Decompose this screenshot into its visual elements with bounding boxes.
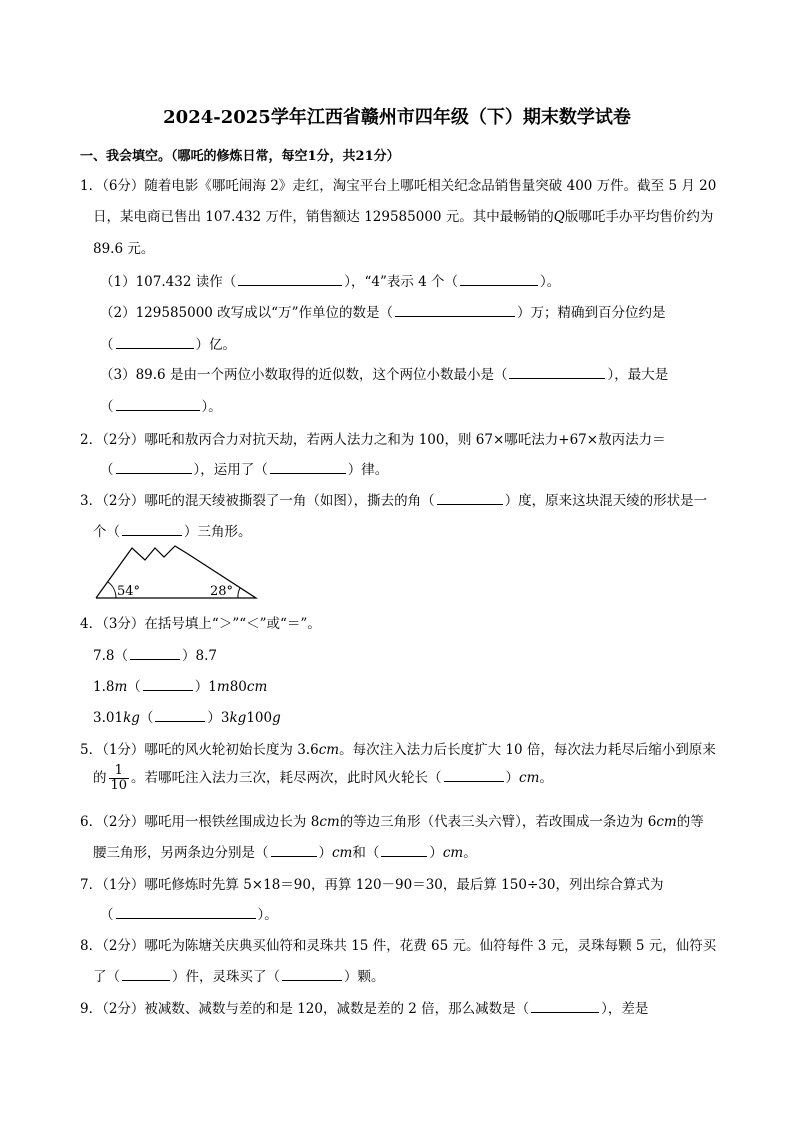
q8-line1: 8．（2分）哪吒为陈塘关庆典买仙符和灵珠共 15 件，花费 65 元。仙符每件 3 元，灵珠每颗 5 元，仙符买 bbox=[80, 938, 717, 954]
q1-p1-text-b: ），“4”表示 4 个（ bbox=[344, 274, 459, 290]
q1-p1-text-c: ）。 bbox=[540, 274, 561, 290]
q2-line2 bbox=[100, 458, 388, 478]
q1-q-letter: Q bbox=[553, 209, 565, 225]
q1-p3-text-c: （ bbox=[100, 399, 114, 415]
q1-p3-text-b: ），最大是 bbox=[607, 367, 669, 383]
q4-row3 bbox=[93, 706, 281, 726]
q4-r3-text-d: 100 bbox=[246, 710, 273, 726]
q4-r2-text-c: ）1 bbox=[194, 679, 217, 695]
section-heading: 一、我会填空。（哪吒的修炼日常，每空1分，共21分） bbox=[80, 149, 400, 164]
q9-text-b: ），差是 bbox=[601, 1001, 649, 1017]
answer-blank[interactable] bbox=[509, 367, 605, 379]
q1-p2-text-d: ）亿。 bbox=[195, 337, 236, 353]
q1-line2 bbox=[93, 205, 713, 225]
answer-blank[interactable] bbox=[238, 274, 342, 286]
q1-p2-text-b: ）万；精确到百分位约是 bbox=[517, 305, 666, 321]
q6-text-d: 腰三角形，另两条边分别是（ bbox=[93, 845, 269, 861]
q9-line1 bbox=[80, 997, 648, 1017]
q3-text-c: 个（ bbox=[93, 524, 120, 540]
answer-blank[interactable] bbox=[122, 969, 170, 981]
answer-blank[interactable] bbox=[381, 845, 427, 857]
fraction bbox=[109, 764, 130, 793]
q2-text-c: ）律。 bbox=[347, 462, 389, 478]
q1-p2-text: （2）129585000 改写成以“万”作单位的数是（ bbox=[100, 305, 393, 321]
q1-line3: 89.6 元。 bbox=[93, 241, 155, 257]
q6-unit-c: cm bbox=[332, 845, 353, 861]
q4-r2-unit-b: m bbox=[216, 679, 230, 695]
q4-r2-unit: m bbox=[114, 679, 128, 695]
q8-text-a: 了（ bbox=[93, 969, 120, 985]
q1-p2-text-c: （ bbox=[100, 337, 114, 353]
q6-line2 bbox=[93, 841, 477, 861]
q6-unit-d: cm bbox=[442, 845, 464, 861]
answer-blank[interactable] bbox=[460, 274, 538, 286]
angle-label-right: 28° bbox=[210, 584, 234, 599]
q7-text-b: ）。 bbox=[257, 907, 278, 923]
answer-blank[interactable] bbox=[271, 845, 317, 857]
q3-text-b: ）度，原来这块混天绫的形状是一 bbox=[504, 493, 708, 509]
answer-blank[interactable] bbox=[531, 1001, 599, 1013]
answer-blank[interactable] bbox=[116, 907, 256, 919]
q2-line1: 2．（2分）哪吒和敖丙合力对抗天劫，若两人法力之和为 100，则 67×哪吒法力+67×敖丙法力＝ bbox=[80, 432, 666, 448]
q5-line2 bbox=[93, 764, 553, 793]
q5-text-e: ） bbox=[505, 770, 520, 786]
q5-line1 bbox=[80, 738, 716, 758]
q1-text: 日，某电商已售出 107.432 万件，销售额达 129585000 元。其中最畅销的 bbox=[93, 209, 554, 225]
q5-text-c: 的 bbox=[93, 770, 107, 786]
q4-r1-text-b: ）8.7 bbox=[181, 648, 217, 664]
q4-r3-unit: kg bbox=[123, 710, 140, 726]
q1-line1: 1．（6分）随着电影《哪吒闹海 2》走红，淘宝平台上哪吒相关纪念品销售量突破 400 万件。截至 5 月 20 bbox=[80, 178, 717, 194]
q2-text-a: （ bbox=[100, 462, 114, 478]
q6-line1 bbox=[80, 810, 704, 830]
q1-part3 bbox=[100, 363, 668, 383]
q1-text-b: 版哪吒手办平均售价约为 bbox=[564, 209, 714, 225]
answer-blank[interactable] bbox=[116, 337, 194, 349]
answer-blank[interactable] bbox=[155, 710, 205, 722]
q6-text-b: 的等边三角形（代表三头六臂），若改围成一条边为 6 bbox=[339, 814, 657, 830]
q1-part1 bbox=[100, 270, 560, 290]
q6-text-c: 的等 bbox=[676, 814, 704, 830]
q2-text-b: ），运用了（ bbox=[193, 462, 268, 478]
q4-r2-unit-c: cm bbox=[246, 679, 268, 695]
q5-unit-b: cm bbox=[519, 770, 540, 786]
q4-r1-text: 7.8（ bbox=[93, 648, 128, 664]
q1-part2 bbox=[100, 301, 666, 321]
q1-part2-cont bbox=[100, 333, 236, 353]
q4-r3-unit-c: g bbox=[272, 710, 281, 726]
q1-p3-text-d: ）。 bbox=[201, 399, 222, 415]
q4-r3-text-c: ）3 bbox=[207, 710, 230, 726]
q7-line1: 7．（1分）哪吒修炼时先算 5×18＝90，再算 120－90＝30，最后算 150÷30，列出综合算式为 bbox=[80, 877, 664, 893]
q6-unit-b: cm bbox=[656, 814, 677, 830]
page-title: 2024-2025学年江西省赣州市四年级（下）期末数学试卷 bbox=[163, 107, 631, 128]
answer-blank[interactable] bbox=[437, 493, 503, 505]
fraction-numerator: 1 bbox=[109, 764, 130, 779]
q5-text-a: 5．（1分）哪吒的风火轮初始长度为 3.6 bbox=[80, 742, 319, 758]
q9-text-a: 9．（2分）被减数、减数与差的和是 120，减数是差的 2 倍，那么减数是（ bbox=[80, 1001, 530, 1017]
q7-text-a: （ bbox=[100, 907, 114, 923]
q4-row2 bbox=[93, 675, 267, 695]
answer-blank[interactable] bbox=[116, 462, 192, 474]
q6-text-e: ） bbox=[318, 845, 332, 861]
q3-line1 bbox=[80, 489, 707, 509]
q4-r2-text-b: （ bbox=[127, 679, 141, 695]
q6-text-a: 6．（2分）哪吒用一根铁丝围成边长为 8 bbox=[80, 814, 320, 830]
answer-blank[interactable] bbox=[270, 462, 346, 474]
q4-r2-text-d: 80 bbox=[229, 679, 247, 695]
q3-text-a: 3．（2分）哪吒的混天绫被撕裂了一角（如图），撕去的角（ bbox=[80, 493, 435, 509]
q5-text-b: 。每次注入法力后长度扩大 10 倍，每次法力耗尽后缩小到原来 bbox=[339, 742, 716, 758]
fraction-denominator: 10 bbox=[110, 778, 128, 793]
q8-line2 bbox=[93, 965, 385, 985]
torn-triangle-figure bbox=[90, 540, 270, 602]
q6-text-g: ） bbox=[429, 845, 443, 861]
q7-line2 bbox=[100, 903, 278, 923]
q4-row1 bbox=[93, 644, 217, 664]
q8-text-c: ）颗。 bbox=[344, 969, 385, 985]
q6-text-f: 和（ bbox=[352, 845, 380, 861]
q1-p1-text: （1）107.432 读作（ bbox=[100, 274, 237, 290]
q3-text-d: ）三角形。 bbox=[184, 524, 252, 540]
answer-blank[interactable] bbox=[143, 679, 193, 691]
q5-unit: cm bbox=[318, 742, 340, 758]
angle-label-left: 54° bbox=[117, 584, 141, 599]
q4-r3-unit-b: kg bbox=[229, 710, 247, 726]
q6-unit: cm bbox=[319, 814, 340, 830]
q4-r3-text-b: （ bbox=[139, 710, 154, 726]
answer-blank[interactable] bbox=[282, 969, 342, 981]
q5-text-f: 。 bbox=[539, 770, 553, 786]
answer-blank[interactable] bbox=[395, 305, 515, 317]
q4-r2-text: 1.8 bbox=[93, 679, 115, 695]
q4-line1: 4．（3分）在括号填上“＞”“＜”或“＝”。 bbox=[80, 616, 321, 632]
q3-line2 bbox=[93, 520, 252, 540]
q1-part3-cont bbox=[100, 395, 222, 415]
answer-blank[interactable] bbox=[122, 524, 182, 536]
q4-r3-text: 3.01 bbox=[93, 710, 124, 726]
answer-blank[interactable] bbox=[130, 648, 180, 660]
answer-blank[interactable] bbox=[116, 399, 200, 411]
q8-text-b: ）件，灵珠买了（ bbox=[172, 969, 280, 985]
answer-blank[interactable] bbox=[444, 770, 504, 782]
q5-text-d: 。若哪吒注入法力三次，耗尽两次，此时风火轮长（ bbox=[131, 770, 442, 786]
q1-p3-text: （3）89.6 是由一个两位小数取得的近似数，这个两位小数最小是（ bbox=[100, 367, 508, 383]
q6-text-h: 。 bbox=[463, 845, 477, 861]
